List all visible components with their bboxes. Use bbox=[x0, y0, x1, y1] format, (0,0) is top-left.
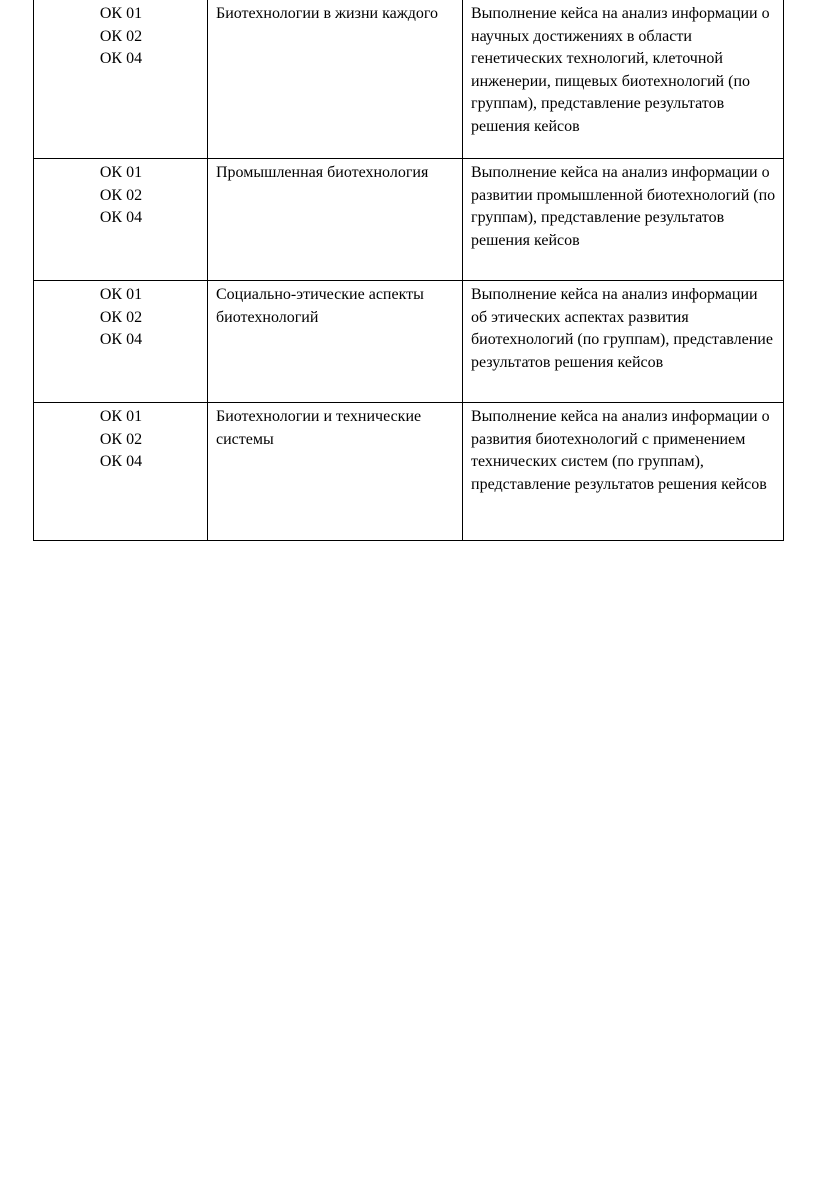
competency-code: ОК 02 bbox=[99, 27, 143, 45]
competency-code: ОК 02 bbox=[99, 308, 143, 326]
competency-code: ОК 04 bbox=[99, 50, 143, 67]
activity-text: Выполнение кейса на анализ информации о развития биотехнологий с применением технических систем (по группам), представление результатов решения кейсов bbox=[471, 408, 770, 493]
competency-code: ОК 01 bbox=[99, 408, 143, 425]
activity-cell bbox=[463, 403, 784, 541]
codes-cell bbox=[34, 281, 208, 403]
codes-cell bbox=[34, 0, 208, 159]
activity-cell bbox=[463, 159, 784, 281]
competency-code: ОК 01 bbox=[99, 164, 143, 181]
competency-code: ОК 01 bbox=[99, 5, 143, 22]
competency-code: ОК 01 bbox=[99, 286, 143, 303]
topic-text: Биотехнологии в жизни каждого bbox=[216, 5, 439, 22]
topic-text: Социально-этические аспекты биотехнологий bbox=[216, 286, 424, 326]
table-row bbox=[34, 403, 784, 541]
codes-cell bbox=[34, 403, 208, 541]
activity-cell bbox=[463, 281, 784, 403]
activity-text: Выполнение кейса на анализ информации о развитии промышленной биотехнологий (по группам), представление результатов решения кейсов bbox=[471, 164, 776, 249]
competency-code: ОК 04 bbox=[99, 209, 143, 226]
competency-code: ОК 04 bbox=[99, 331, 143, 348]
topic-cell bbox=[208, 403, 463, 541]
topic-cell bbox=[208, 0, 463, 159]
activity-cell bbox=[463, 0, 784, 159]
topic-text: Биотехнологии и технические системы bbox=[216, 408, 422, 448]
competency-code: ОК 04 bbox=[99, 453, 143, 470]
activity-text: Выполнение кейса на анализ информации об этических аспектах развития биотехнологий (по группам), представление результатов решения кейсов bbox=[471, 286, 773, 371]
topic-cell bbox=[208, 159, 463, 281]
competency-code: ОК 02 bbox=[99, 186, 143, 204]
competency-activities-table bbox=[33, 0, 784, 541]
topic-cell bbox=[208, 281, 463, 403]
table-row bbox=[34, 0, 784, 159]
competency-code: ОК 02 bbox=[99, 430, 143, 448]
table-row bbox=[34, 159, 784, 281]
table-row bbox=[34, 281, 784, 403]
codes-cell bbox=[34, 159, 208, 281]
activity-text: Выполнение кейса на анализ информации о научных достижениях в области генетических технологий, клеточной инженерии, пищевых биотехнологий (по группам), представление результатов решения кейсов bbox=[471, 5, 770, 135]
topic-text: Промышленная биотехнология bbox=[216, 164, 429, 181]
